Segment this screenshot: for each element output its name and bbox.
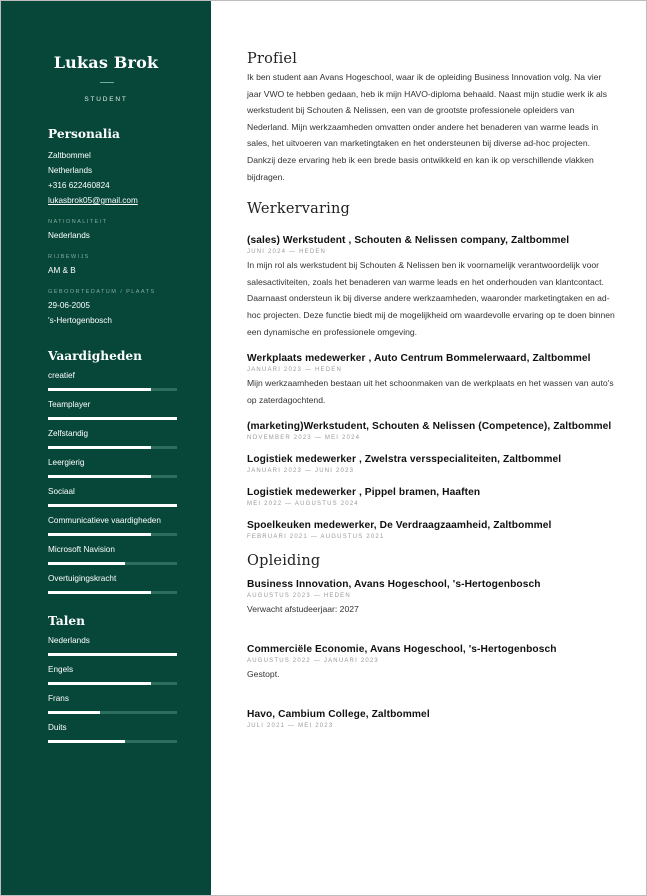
language-name: Nederlands	[48, 636, 90, 645]
education-date: JULI 2021 — MEI 2023	[247, 722, 334, 729]
skill-level-fill	[48, 562, 125, 565]
skill-level-bar	[48, 504, 177, 507]
experience-entry	[247, 353, 616, 408]
birth-place: 's-Hertogenbosch	[48, 316, 112, 325]
skill-level-fill	[48, 533, 151, 536]
language-level-bar	[48, 653, 177, 656]
language-level-fill	[48, 682, 151, 685]
language-level-bar	[48, 740, 177, 743]
experience-description: Mijn werkzaamheden bestaan uit het schoonmaken van de werkplaats en het wassen van auto's op zaterdagochtend.	[247, 378, 614, 405]
language-level-fill	[48, 653, 177, 656]
main-content	[211, 1, 646, 895]
skill-item	[48, 544, 177, 565]
skill-level-fill	[48, 475, 151, 478]
license-label: RIJBEWIJS	[48, 254, 90, 260]
education-title: Business Innovation, Avans Hogeschool, 's-Hertogenbosch	[247, 579, 541, 591]
skill-level-fill	[48, 446, 151, 449]
skill-name: Overtuigingskracht	[48, 574, 117, 583]
birth-date: 29-06-2005	[48, 301, 90, 310]
education-date: AUGUSTUS 2023 — HEDEN	[247, 593, 351, 600]
skill-level-bar	[48, 591, 177, 594]
language-name: Engels	[48, 665, 74, 674]
skill-level-fill	[48, 591, 151, 594]
experience-entry	[247, 520, 616, 540]
person-role: STUDENT	[84, 96, 128, 103]
education-entry	[247, 579, 616, 618]
experience-date: NOVEMBER 2023 — MEI 2024	[247, 435, 361, 442]
skill-level-fill	[48, 417, 177, 420]
phone-number: +316 622460824	[48, 181, 110, 190]
address-city: Zaltbommel	[48, 151, 91, 160]
education-date: AUGUSTUS 2022 — JANUARI 2023	[247, 657, 379, 664]
languages-heading: Talen	[48, 614, 86, 628]
experience-section	[247, 201, 616, 540]
nationality-label: NATIONALITEIT	[48, 219, 108, 225]
language-level-bar	[48, 711, 177, 714]
personalia-heading: Personalia	[48, 127, 120, 141]
nationality-value: Nederlands	[48, 231, 90, 240]
language-level-fill	[48, 740, 125, 743]
experience-title: Werkplaats medewerker , Auto Centrum Bommelerwaard, Zaltbommel	[247, 353, 591, 365]
skill-name: Teamplayer	[48, 400, 91, 409]
skill-level-fill	[48, 504, 177, 507]
address-country: Netherlands	[48, 166, 93, 175]
language-item	[48, 635, 177, 656]
profile-heading: Profiel	[247, 51, 298, 67]
experience-title: (sales) Werkstudent , Schouten & Nelissen company, Zaltbommel	[247, 235, 570, 247]
skill-name: Sociaal	[48, 487, 75, 496]
skill-item	[48, 399, 177, 420]
education-description: Verwacht afstudeerjaar: 2027	[247, 604, 359, 615]
skills-heading: Vaardigheden	[48, 349, 142, 363]
skill-name: Microsoft Navision	[48, 545, 115, 554]
skill-level-bar	[48, 388, 177, 391]
profile-section	[247, 51, 616, 185]
education-heading: Opleiding	[247, 553, 321, 570]
skill-name: creatief	[48, 371, 75, 380]
language-level-bar	[48, 682, 177, 685]
experience-heading: Werkervaring	[247, 201, 350, 218]
education-entry	[247, 709, 616, 729]
experience-description: In mijn rol als werkstudent bij Schouten & Nelissen ben ik voornamelijk verantwoordelijk voor salesactiviteiten, zoals het benaderen van warme leads en het onderhouden van klantcontact. Daarnaast ondersteun ik bij diverse andere werkzaamheden, waaronder marketingtaken en ad-hoc projecten. Deze functie biedt mij de mogelijkheid om waardevolle ervaring op te doen binnen een dynamische en professionele omgeving.	[247, 260, 615, 337]
birth-label: GEBOORTEDATUM / PLAATS	[48, 289, 156, 295]
experience-title: Logistiek medewerker , Pippel bramen, Haaften	[247, 487, 481, 499]
person-name: Lukas Brok	[53, 53, 159, 72]
skill-item	[48, 515, 177, 536]
experience-date: MEI 2022 — AUGUSTUS 2024	[247, 501, 359, 508]
skill-name: Leergierig	[48, 458, 85, 467]
education-title: Havo, Cambium College, Zaltbommel	[247, 708, 430, 720]
language-item	[48, 693, 177, 714]
skill-level-fill	[48, 388, 151, 391]
skill-item	[48, 457, 177, 478]
experience-entry	[247, 421, 616, 441]
skill-level-bar	[48, 446, 177, 449]
name-divider	[100, 82, 114, 83]
skill-level-bar	[48, 475, 177, 478]
education-title: Commerciële Economie, Avans Hogeschool, 's-Hertogenbosch	[247, 643, 557, 655]
experience-title: Spoelkeuken medewerker, De Verdraagzaamheid, Zaltbommel	[247, 520, 552, 532]
skill-item	[48, 486, 177, 507]
education-description: Gestopt.	[247, 668, 280, 679]
language-item	[48, 664, 177, 685]
experience-date: JANUARI 2023 — HEDEN	[247, 367, 343, 374]
education-section	[247, 553, 616, 728]
skill-level-bar	[48, 562, 177, 565]
skill-item	[48, 573, 177, 594]
skill-item	[48, 428, 177, 449]
language-item	[48, 722, 177, 743]
experience-entry	[247, 454, 616, 474]
profile-text: Ik ben student aan Avans Hogeschool, waar ik de opleiding Business Innovation volg. Na vier jaar VWO te hebben gedaan, heb ik mijn HAVO-diploma behaald. Naast mijn studie werk ik als werkstudent bij Schouten & Nelissen, een van de grootste professionele opleiders van Nederland. Mijn werkzaamheden omvatten onder andere het benaderen van warme leads in sales, het uitvoeren van marketingtaken en het ondersteunen bij diverse ad-hoc projecten. Dankzij deze ervaring heb ik een brede basis ontwikkeld en kan ik op verschillende vlakken bijdragen.	[247, 72, 608, 182]
skill-level-bar	[48, 533, 177, 536]
skill-name: Communicatieve vaardigheden	[48, 516, 161, 525]
skills-section	[48, 349, 177, 594]
experience-entry	[247, 487, 616, 507]
skill-item	[48, 370, 177, 391]
sidebar	[1, 1, 211, 895]
language-name: Frans	[48, 694, 69, 703]
skill-name: Zelfstandig	[48, 429, 89, 438]
language-level-fill	[48, 711, 100, 714]
experience-date: JANUARI 2023 — JUNI 2023	[247, 468, 355, 475]
personalia-section	[48, 127, 177, 328]
experience-date: JUNI 2024 — HEDEN	[247, 249, 327, 256]
license-value: AM & B	[48, 266, 76, 275]
email-link[interactable]: lukasbrok05@gmail.com	[48, 196, 138, 205]
experience-title: Logistiek medewerker , Zwelstra versspecialiteiten, Zaltbommel	[247, 454, 562, 466]
languages-section	[48, 614, 177, 743]
skill-level-bar	[48, 417, 177, 420]
language-name: Duits	[48, 723, 67, 732]
experience-entry	[247, 235, 616, 340]
education-entry	[247, 644, 616, 683]
experience-title: (marketing)Werkstudent, Schouten & Nelissen (Competence), Zaltbommel	[247, 421, 612, 433]
experience-date: FEBRUARI 2021 — AUGUSTUS 2021	[247, 534, 385, 541]
